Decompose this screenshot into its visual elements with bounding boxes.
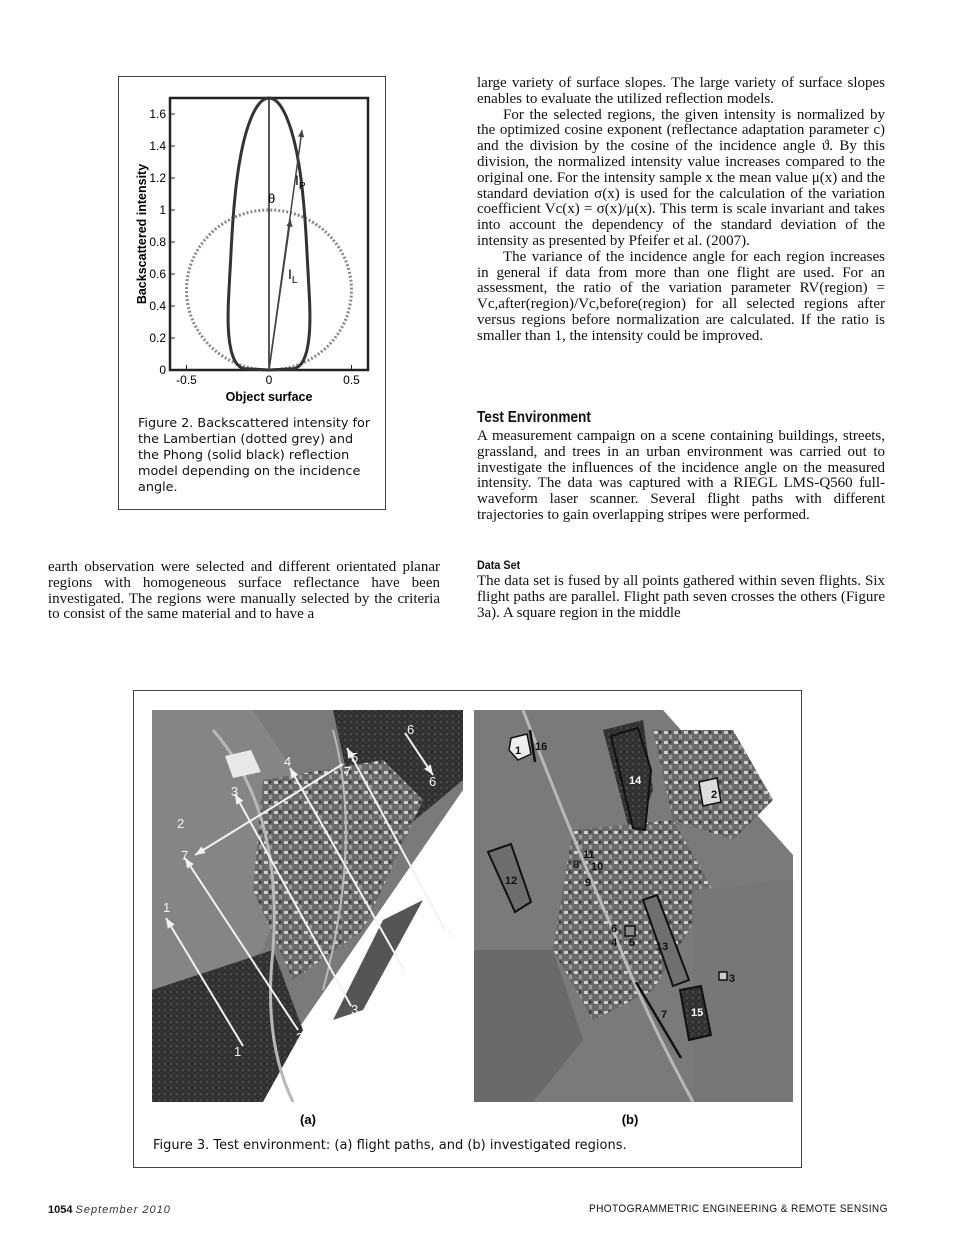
right-paragraph-4: A measurement campaign on a scene containing buildings, streets, grassland, and trees in an urban environment was carried out to investigate the influences of the incidence angle on the measured intensity. The data was captured with a RIEGL LMS-Q560 full-waveform laser scanner. Several flight paths with different trajectories to gain overlapping stripes were performed.: [477, 428, 885, 523]
figure-3-caption: Figure 3. Test environment: (a) flight paths, and (b) investigated regions.: [153, 1138, 627, 1153]
left-column-text: [48, 560, 440, 623]
region-number: 7: [661, 1009, 668, 1021]
y-tick-label: 0: [159, 363, 166, 377]
right-paragraph-3: The variance of the incidence angle for each region increases in general if data from more than one flight are used. For an assessment, the ratio of the variation parameter RV(region) = Vc,after(region)/Vc,before(region) for all selected regions after versus regions before normalization are calculated. If the ratio is smaller than 1, the intensity could be improved.: [477, 248, 885, 344]
y-tick-label: 0.8: [149, 235, 166, 249]
y-tick-label: 1: [159, 203, 166, 217]
y-tick-label: 0.4: [149, 299, 166, 313]
y-tick-label: 1.2: [149, 171, 166, 185]
region-number: 2: [711, 789, 718, 801]
region-number: 1: [515, 745, 522, 757]
page-number: 1054: [48, 1204, 73, 1216]
region-number: 11: [583, 849, 595, 861]
x-tick-label: -0.5: [176, 373, 197, 387]
x-tick-label: 0: [265, 373, 273, 387]
right-paragraph-2: For the selected regions, the given intensity is normalized by the optimized cosine exponent (reflectance adaptation parameter c) and the division by the cosine of the incidence angle ϑ. By this division, the normalized intensity value increases compared to the original one. For the intensity sample x the mean value μ(x) and the standard deviation σ(x) is used for the calculation of the variation coefficient Vc(x) = σ(x)/μ(x). This term is scale invariant and takes into account the dependency of the standard deviation of the intensity as presented by Pfeifer et al. (2007).: [477, 106, 885, 249]
y-tick-label: 0.6: [149, 267, 166, 281]
flight-path-number: 1: [234, 1044, 242, 1059]
flight-path-number: 7: [344, 764, 352, 779]
flight-path-number: 6: [429, 774, 437, 789]
figure-2-chart: [118, 76, 386, 406]
theta-label: θ: [268, 191, 276, 206]
section-heading-test-environment: Test Environment: [477, 409, 591, 426]
region-number: 6: [611, 923, 618, 935]
region-number: 4: [611, 937, 618, 949]
flight-path-number: 4: [399, 964, 407, 979]
subheading-data-set: Data Set: [477, 558, 521, 572]
flight-path-number: 6: [407, 722, 415, 737]
region-number: 5: [629, 937, 636, 949]
region-number: 15: [691, 1007, 704, 1019]
region-number: 12: [505, 875, 518, 887]
right-column-text: [477, 76, 885, 345]
ip-arrowhead: [298, 130, 304, 137]
region-number: 8: [573, 859, 580, 871]
flight-path-number: 5: [447, 926, 455, 941]
test-environment-text: [477, 429, 885, 524]
figure-2-caption: Figure 2. Backscattered intensity for the Lambertian (dotted grey) and the Phong (solid black) reflection model depending on the incidence angle.: [138, 416, 371, 495]
flight-path-number: 5: [351, 750, 359, 765]
left-paragraph: earth observation were selected and different orientated planar regions with homogeneous surface reflectance have been investigated. The regions were manually selected by the criteria to consist of the same material and to have a: [48, 559, 440, 623]
y-tick-label: 0.2: [149, 331, 166, 345]
il-arrow: [269, 220, 290, 370]
region-number: 13: [656, 941, 669, 953]
page-footer-left: [48, 1204, 171, 1216]
region-6: [625, 926, 635, 936]
flight-path-number: 3: [231, 784, 239, 799]
data-set-text: [477, 574, 885, 621]
region-number: 9: [585, 877, 592, 889]
region-number: 10: [591, 861, 604, 873]
panel-b-label: (b): [621, 1112, 639, 1127]
flight-path-number: 3: [351, 1002, 359, 1017]
y-axis-label: Backscattered intensity: [135, 163, 149, 305]
region-2: [699, 778, 721, 806]
panel-a-label: (a): [300, 1112, 316, 1127]
region-number: 16: [535, 741, 548, 753]
region-number: 14: [629, 775, 642, 787]
region-number: 3: [729, 973, 736, 985]
flight-path-number: 4: [284, 754, 292, 769]
flight-path-number: 1: [163, 900, 171, 915]
journal-name: PHOTOGRAMMETRIC ENGINEERING & REMOTE SENSING: [589, 1203, 888, 1215]
x-axis-label: Object surface: [225, 390, 313, 404]
ip-label: $I_P$: [295, 172, 306, 192]
flight-path-number: 2: [296, 1030, 304, 1045]
figure-3-images: [133, 690, 802, 1168]
right-paragraph-1: large variety of surface slopes. The large variety of surface slopes enables to evaluate the utilized reflection models.: [477, 75, 885, 107]
flight-path-number: 2: [177, 816, 185, 831]
flight-path-number: 7: [181, 848, 189, 863]
x-tick-label: 0.5: [343, 373, 360, 387]
il-label: $I_L$: [288, 266, 298, 286]
y-tick-label: 1.4: [149, 139, 166, 153]
y-tick-label: 1.6: [149, 107, 166, 121]
right-paragraph-5: The data set is fused by all points gathered within seven flights. Six flight paths are parallel. Flight path seven crosses the others (Figure 3a). A square region in the middle: [477, 573, 885, 621]
issue-date: September 2010: [75, 1204, 171, 1216]
region-3: [719, 972, 727, 980]
panel-a-aerial-image: [152, 710, 463, 1102]
